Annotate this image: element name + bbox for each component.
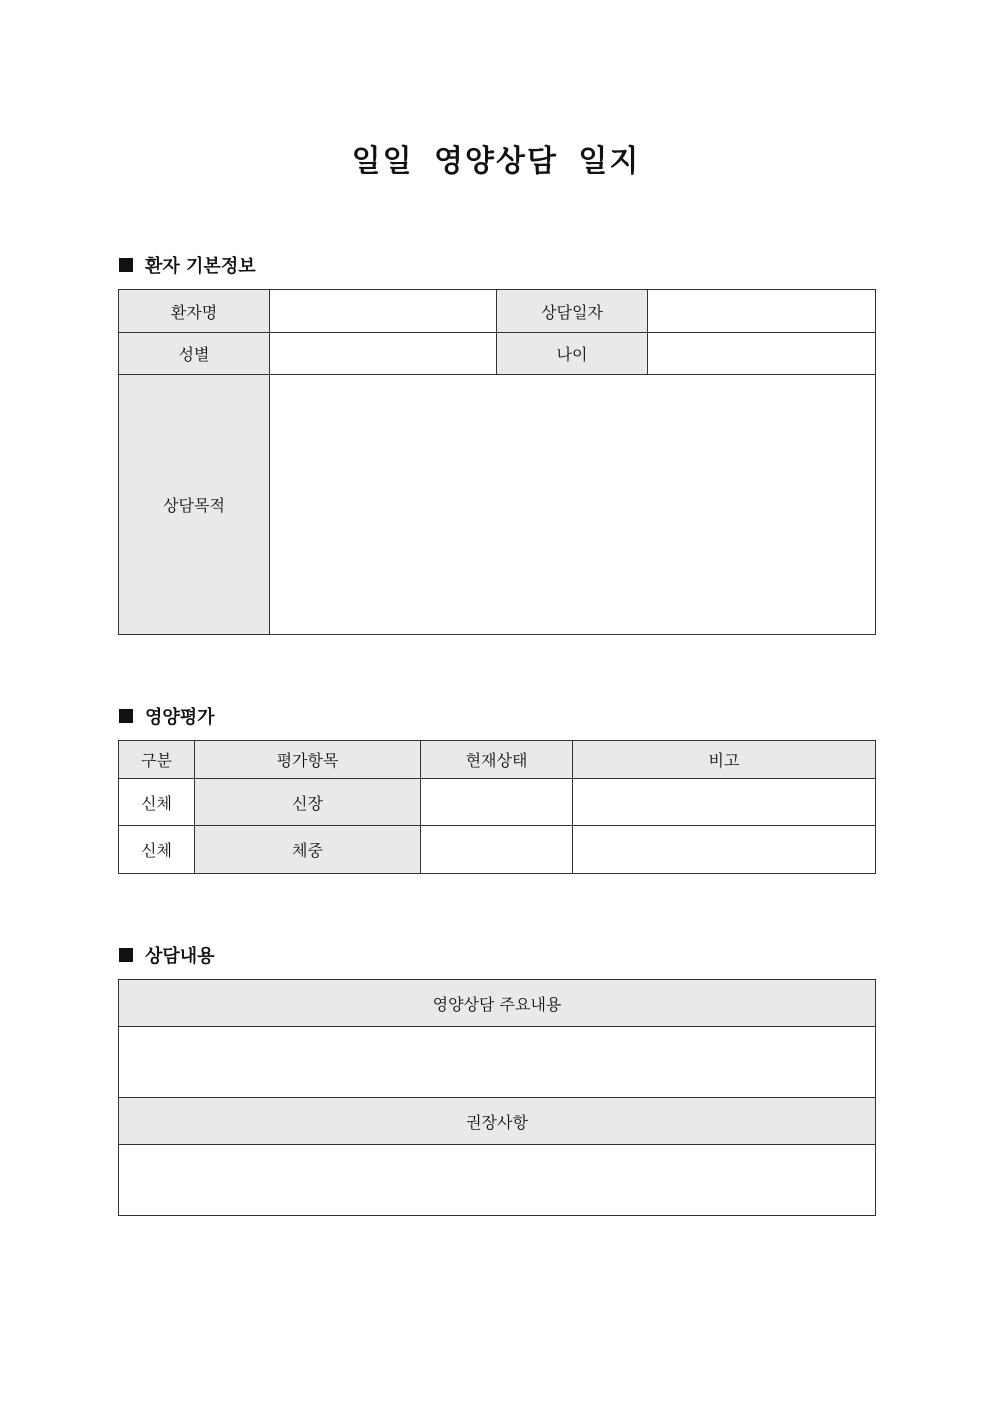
- nutrition-assessment-table: [118, 740, 876, 874]
- status-field[interactable]: [421, 826, 573, 874]
- age-label: 나이: [497, 333, 648, 375]
- table-row: [119, 1098, 876, 1145]
- section-heading-text: 상담내용: [145, 946, 215, 967]
- square-bullet-icon: [119, 948, 133, 962]
- gender-field[interactable]: [270, 333, 497, 375]
- main-content-label: 영양상담 주요내용: [119, 980, 876, 1027]
- page-title: 일일 영양상담 일지: [351, 144, 641, 179]
- item-cell: 신장: [195, 779, 421, 826]
- consultation-table: [118, 979, 876, 1216]
- table-row: [119, 333, 876, 375]
- recommendations-field[interactable]: [119, 1145, 876, 1216]
- table-row: [119, 1145, 876, 1216]
- item-cell: 체중: [195, 826, 421, 874]
- table-row: [119, 980, 876, 1027]
- gender-label: 성별: [119, 333, 270, 375]
- table-row: [119, 779, 876, 826]
- category-cell: 신체: [119, 826, 195, 874]
- main-content-field[interactable]: [119, 1027, 876, 1098]
- section-heading-consultation: [119, 942, 215, 968]
- purpose-label: 상담목적: [119, 375, 270, 635]
- square-bullet-icon: [119, 709, 133, 723]
- patient-name-label: 환자명: [119, 290, 270, 333]
- note-field[interactable]: [573, 779, 876, 826]
- age-field[interactable]: [648, 333, 876, 375]
- table-row: [119, 375, 876, 635]
- table-row: [119, 1027, 876, 1098]
- section-heading-nutrition-assessment: [119, 703, 215, 729]
- recommendations-label: 권장사항: [119, 1098, 876, 1145]
- table-row: [119, 826, 876, 874]
- column-header-status: 현재상태: [421, 741, 573, 779]
- column-header-note: 비고: [573, 741, 876, 779]
- consultation-date-label: 상담일자: [497, 290, 648, 333]
- table-row: [119, 290, 876, 333]
- patient-name-field[interactable]: [270, 290, 497, 333]
- table-header-row: [119, 741, 876, 779]
- category-cell: 신체: [119, 779, 195, 826]
- section-heading-text: 환자 기본정보: [145, 256, 256, 277]
- section-heading-text: 영양평가: [145, 707, 215, 728]
- section-heading-basic-info: [119, 252, 256, 278]
- column-header-category: 구분: [119, 741, 195, 779]
- status-field[interactable]: [421, 779, 573, 826]
- purpose-field[interactable]: [270, 375, 876, 635]
- square-bullet-icon: [119, 258, 133, 272]
- consultation-date-field[interactable]: [648, 290, 876, 333]
- note-field[interactable]: [573, 826, 876, 874]
- basic-info-table: [118, 289, 876, 635]
- column-header-item: 평가항목: [195, 741, 421, 779]
